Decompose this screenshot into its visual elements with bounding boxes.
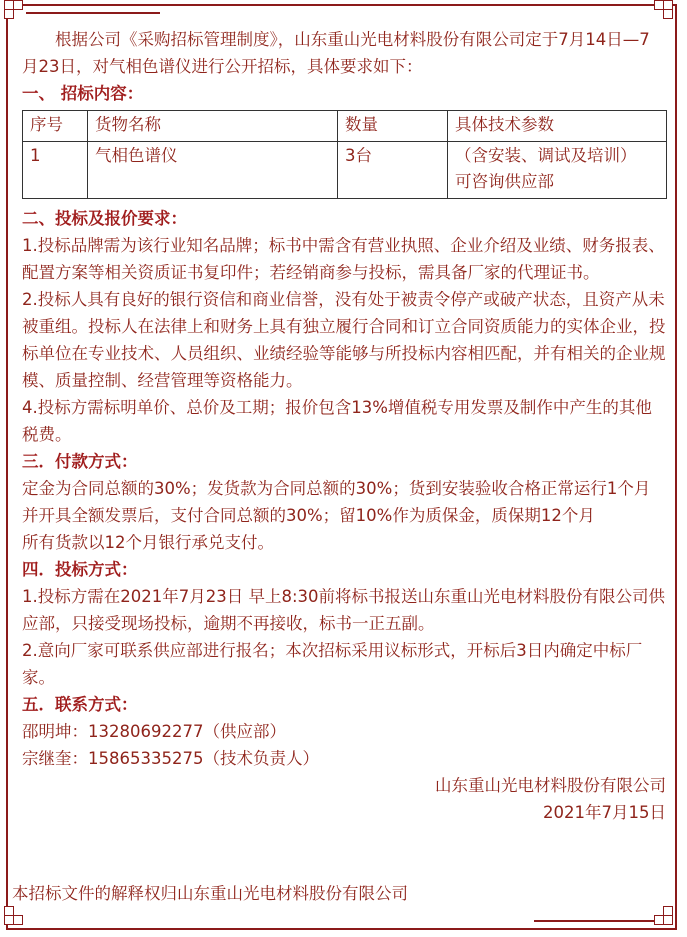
requirement-item-3: 4.投标方需标明单价、总价及工期；报价包含13%增值税专用发票及制作中产生的其他税费。: [22, 398, 652, 444]
table-header-qty: 数量: [338, 111, 448, 142]
payment-item-2: 所有货款以12个月银行承兑支付。: [22, 533, 274, 552]
table-header-no: 序号: [23, 111, 88, 142]
signature-company: 山东重山光电材料股份有限公司: [435, 776, 666, 795]
section3-heading: 三．付款方式：: [22, 452, 138, 471]
contact-line-2: 宗继奎：15865335275（技术负责人）: [22, 749, 319, 768]
top-left-accent-line: [26, 12, 160, 14]
intro-paragraph: 根据公司《采购招标管理制度》，山东重山光电材料股份有限公司定于7月14日—7月23日，对气相色谱仪进行公开招标，具体要求如下：: [22, 30, 650, 76]
corner-ornament-bottom-left: [13, 915, 23, 925]
goods-table: [22, 110, 667, 199]
corner-ornament-top-left: [13, 0, 23, 10]
table-header-row: [23, 111, 667, 142]
section5-heading: 五．联系方式：: [22, 695, 138, 714]
section1-heading: 一、 招标内容：: [22, 84, 144, 103]
table-cell-qty: 3台: [338, 142, 448, 199]
payment-item-1: 定金为合同总额的30%；发货款为合同总额的30%；货到安装验收合格正常运行1个月并开具全额发票后，支付合同总额的30%；留10%作为质保金，质保期12个月: [22, 479, 651, 525]
requirement-item-1: 1.投标品牌需为该行业知名品牌；标书中需含有营业执照、企业介绍及业绩、财务报表、配置方案等相关资质证书复印件；若经销商参与投标，需具备厂家的代理证书。: [22, 236, 665, 282]
params-line-2: 可咨询供应部: [455, 172, 554, 191]
bottom-right-accent-line: [534, 920, 656, 922]
params-line-1: （含安装、调试及培训）: [455, 146, 637, 165]
section4-heading: 四．投标方式：: [22, 560, 138, 579]
section2-heading: 二、投标及报价要求：: [22, 209, 187, 228]
corner-ornament-top-left: [4, 9, 14, 19]
bid-method-item-2: 2.意向厂家可联系供应部进行报名；本次招标采用议标形式，开标后3日内确定中标厂家。: [22, 641, 643, 687]
signature-date: 2021年7月15日: [543, 803, 666, 822]
table-row: [23, 142, 667, 199]
bid-method-item-1: 1.投标方需在2021年7月23日 早上8:30前将标书报送山东重山光电材料股份有限公司供应部，只接受现场投标，逾期不再接收，标书一正五副。: [22, 587, 666, 633]
document-content: [22, 26, 666, 826]
corner-ornament-top-right: [663, 9, 673, 19]
table-cell-params: [448, 142, 667, 199]
contact-line-1: 邵明坤：13280692277（供应部）: [22, 722, 286, 741]
corner-ornament-bottom-right: [663, 915, 673, 925]
footer-note: 本招标文件的解释权归山东重山光电材料股份有限公司: [12, 884, 408, 903]
table-header-name: 货物名称: [88, 111, 338, 142]
table-cell-no: 1: [23, 142, 88, 199]
table-cell-name: 气相色谱仪: [88, 142, 338, 199]
table-header-params: 具体技术参数: [448, 111, 667, 142]
requirement-item-2: 2.投标人具有良好的银行资信和商业信誉，没有处于被责令停产或破产状态，且资产从未被重组。投标人在法律上和财务上具有独立履行合同和订立合同资质能力的实体企业，投标单位在专业技术、人员组织、业绩经验等能够与所投标内容相匹配，并有相关的企业规模、质量控制、经营管理等资格能力。: [22, 290, 666, 390]
